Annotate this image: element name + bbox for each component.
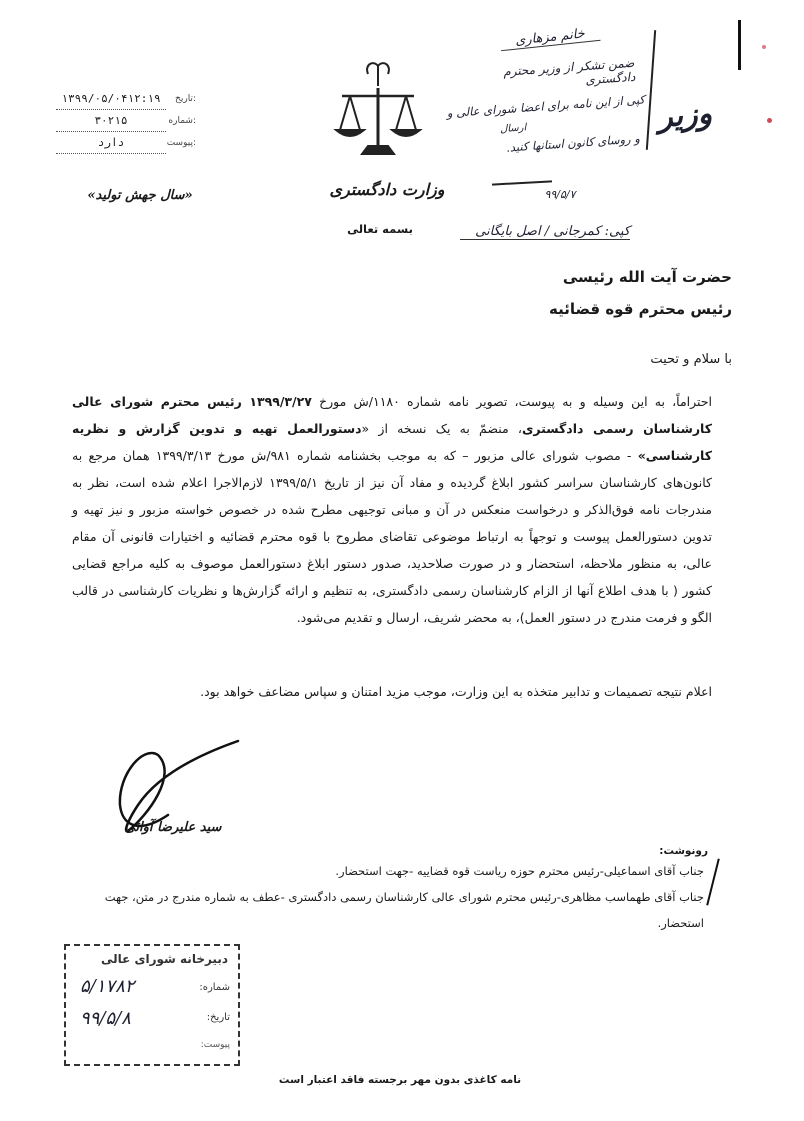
stamp-attachment-label: پیوست: (200, 1040, 230, 1050)
basmala: بسمه تعالی (347, 222, 413, 236)
number-value: ۳۰۲۱۵ (94, 114, 128, 127)
handwritten-date: ۹۹/۵/۷ (544, 188, 576, 201)
handwritten-line-thanks: ضمن تشکر از وزیر محترم دادگستری (502, 55, 636, 88)
number-field (56, 114, 196, 132)
body-text-segment: احتراماً، به این وسیله و به پیوست، تصویر نامه شماره ۱۱۸۰/ش مورخ (311, 394, 712, 409)
body-paragraph-2: اعلام نتیجه تصمیمات و تدابیر متخذه به این وزارت، موجب مزید امتنان و سپاس مضاعف خواهد بود. (200, 684, 712, 699)
handwritten-recipient: خانم مزهاری (499, 25, 600, 51)
handwritten-line-copy: کپی از این نامه برای اعضا شورای عالی و (446, 92, 646, 121)
cc-label: رونوشت: (659, 845, 708, 857)
handwritten-minister: وزیر (656, 96, 714, 135)
scan-mark (762, 45, 766, 49)
handwritten-copy-note: کپی: کمرجانی / اصل بایگانی (460, 224, 630, 240)
body-bold-reference: ۱۳۹۹/۳/۲۷ رئیس محترم شورای عالی کارشناسان رسمی دادگستری (72, 394, 713, 436)
handwritten-line-provinces: و روسای کانون استانها کنید. (505, 131, 641, 155)
addressee-name: حضرت آیت الله رئیسی (562, 268, 732, 286)
body-paragraph-1 (72, 388, 712, 631)
number-label: شماره: (168, 116, 196, 126)
body-text-segment: - مصوب شورای عالی مزبور – که به موجب بخشنامه شماره ۹۸۱/ش مورخ ۱۳۹۹/۳/۱۳ همان مرجع به کانون‌های کارشناسان سراسر کشور ابلاغ گردیده و مفاد آن نیز از تاریخ ۱۳۹۹/۵/۱ لازم‌الاجرا اعلام شده است، نظر به مندرجات نامه فوق‌الذکر و درخواست منعکس در آن و مبانی توجیهی مطرح شده در خصوص خواسته مزبور و نیز تهیه و تدوین دستورالعمل پیوست و توجهاً به ارتباط موضوعی تقاضای مطروح با قوه محترم قضائیه و اختیارات قانونی آن مقام عالی، به منظور ملاحظه، استحضار و در صورت صلاحدید، صدور دستور ابلاغ دستورالعمل موصوف به کلیه مراجع قضایی کشور ( با هدف اطلاع آنها از الزام کارشناسان رسمی دادگستری، به تنظیم و ارائه گزارش‌ها و نظریات کارشناسی در قالب الگو و فرمت مندرج در دستور العمل)، به محضر شریف، ارسال و تقدیم می‌شود. (72, 448, 712, 625)
ministry-name: وزارت دادگستری (329, 180, 445, 199)
stamp-date-value: ۹۹/۵/۸ (80, 1008, 131, 1029)
registry-stamp (64, 944, 240, 1066)
scan-mark (767, 118, 772, 123)
signatory-name: سید علیرضا آوائی (124, 820, 222, 835)
stamp-number-label: شماره: (199, 982, 230, 993)
date-label: تاریخ: (175, 94, 196, 104)
stamp-number-value: ۵/۱۷۸۲ (80, 976, 135, 997)
addressee-title: رئیس محترم قوه قضائیه (549, 300, 732, 318)
date-value: ۱۳۹۹/۰۵/۰۴۱۲:۱۹ (61, 92, 161, 105)
handwritten-bracket (646, 30, 656, 150)
handwritten-underline (492, 180, 552, 185)
cc-check-mark-icon (706, 858, 720, 905)
handwritten-line-send: ارسال (499, 122, 527, 136)
greeting: با سلام و تحیت (650, 352, 732, 367)
cc-item: جناب آقای طهماسب مظاهری-رئیس محترم شورای عالی کارشناسان رسمی دادگستری -عطف به شماره مندرج در متن، جهت استحضار. (104, 890, 704, 930)
attachment-value: دارد (97, 136, 125, 149)
footer-validity-note: نامه کاغذی بدون مهر برجسته فاقد اعتبار است (278, 1074, 522, 1086)
date-field (56, 92, 196, 110)
hand-mark-vertical (738, 20, 741, 70)
attachment-label: پیوست: (166, 138, 196, 148)
cc-item: جناب آقای اسماعیلی-رئیس محترم حوزه ریاست قوه قضاییه -جهت استحضار. (335, 864, 704, 878)
judiciary-emblem-icon (328, 58, 428, 182)
body-text-segment: ، منضمّ به یک نسخه از « (361, 421, 522, 436)
stamp-title: دبیرخانه شورای عالی (100, 952, 228, 966)
body-bold-instruction-title: دستورالعمل تهیه و تدوین گزارش و نظریه کارشناسی» (72, 421, 712, 463)
attachment-field (56, 136, 196, 154)
year-slogan: «سال جهش تولید» (87, 188, 193, 203)
stamp-date-label: تاریخ: (206, 1012, 230, 1023)
